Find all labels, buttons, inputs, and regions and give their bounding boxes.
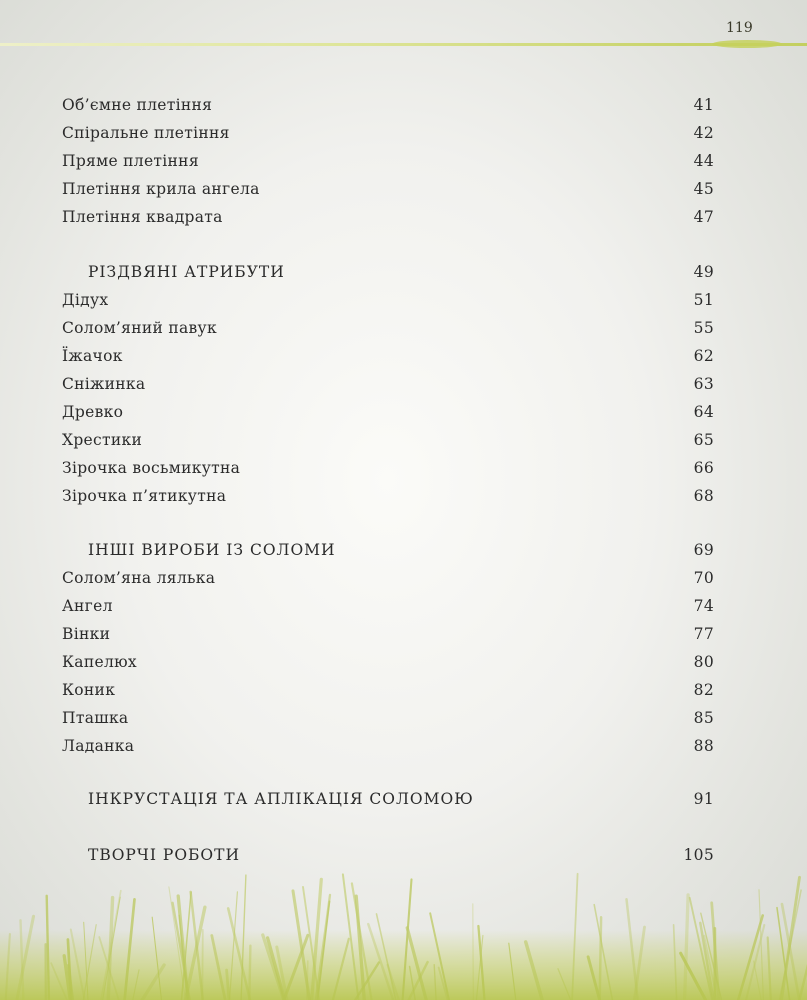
toc-entry-title: Солом’яна лялька <box>62 569 216 587</box>
toc-section-title: ТВОРЧІ РОБОТИ <box>88 846 240 864</box>
section-spacer <box>62 511 714 537</box>
toc-entry[interactable] <box>62 399 714 427</box>
toc-entry[interactable] <box>62 427 714 455</box>
toc-entry-page: 88 <box>693 737 714 755</box>
toc-section-christmas[interactable] <box>62 259 714 287</box>
toc-entry-page: 44 <box>693 152 714 170</box>
grass-decoration <box>0 860 807 1000</box>
toc-entry-title: Дідух <box>62 291 109 309</box>
toc-entry-title: Ладанка <box>62 737 135 755</box>
toc-entry[interactable] <box>62 204 714 232</box>
toc-entry-page: 55 <box>693 319 714 337</box>
toc-entry[interactable] <box>62 315 714 343</box>
toc-entry[interactable] <box>62 593 714 621</box>
toc-section-page: 105 <box>683 846 714 864</box>
section-spacer <box>62 761 714 786</box>
toc-section-other-straw[interactable] <box>62 537 714 565</box>
section-spacer <box>62 232 714 259</box>
toc-section-inlay[interactable] <box>62 786 714 814</box>
toc-entry-title: Зірочка восьмикутна <box>62 459 241 477</box>
toc-entry[interactable] <box>62 92 714 120</box>
toc-entry-page: 77 <box>693 625 714 643</box>
page-number: 119 <box>726 20 753 36</box>
toc-entry-title: Капелюх <box>62 653 137 671</box>
section-spacer <box>62 814 714 842</box>
toc-entry-title: Плетіння квадрата <box>62 208 223 226</box>
toc-entry-title: Ангел <box>62 597 113 615</box>
page-number-box <box>720 14 807 46</box>
toc-entry-page: 64 <box>693 403 714 421</box>
toc-entry[interactable] <box>62 565 714 593</box>
toc-entry[interactable] <box>62 649 714 677</box>
toc-entry-title: Їжачок <box>62 347 123 365</box>
toc-section-title: РІЗДВЯНІ АТРИБУТИ <box>88 263 285 281</box>
toc-entry-page: 85 <box>693 709 714 727</box>
toc-entry-page: 65 <box>693 431 714 449</box>
toc-entry[interactable] <box>62 455 714 483</box>
toc-entry-title: Сніжинка <box>62 375 146 393</box>
toc-entry-title: Пряме плетіння <box>62 152 199 170</box>
toc-entry[interactable] <box>62 287 714 315</box>
toc-entry-page: 51 <box>693 291 714 309</box>
toc-entry-title: Зірочка п’ятикутна <box>62 487 227 505</box>
header-rule <box>0 43 807 46</box>
toc-entry[interactable] <box>62 371 714 399</box>
toc-entry-page: 62 <box>693 347 714 365</box>
toc-entry-page: 70 <box>693 569 714 587</box>
toc-entry-page: 82 <box>693 681 714 699</box>
toc-entry-page: 68 <box>693 487 714 505</box>
toc-entry[interactable] <box>62 120 714 148</box>
toc-entry[interactable] <box>62 705 714 733</box>
toc-section-page: 69 <box>693 541 714 559</box>
toc-entry-page: 45 <box>693 180 714 198</box>
toc-entry[interactable] <box>62 148 714 176</box>
toc-entry[interactable] <box>62 483 714 511</box>
toc-entry[interactable] <box>62 621 714 649</box>
toc-entry-title: Солом’яний павук <box>62 319 217 337</box>
toc-entry[interactable] <box>62 176 714 204</box>
toc-section-title: ІНКРУСТАЦІЯ ТА АПЛІКАЦІЯ СОЛОМОЮ <box>88 790 474 808</box>
toc-entry-page: 63 <box>693 375 714 393</box>
toc-entry-page: 47 <box>693 208 714 226</box>
toc-entry-title: Пташка <box>62 709 129 727</box>
toc-entry-title: Вінки <box>62 625 111 643</box>
toc-entry-title: Плетіння крила ангела <box>62 180 260 198</box>
toc-entry[interactable] <box>62 677 714 705</box>
table-of-contents <box>62 92 714 870</box>
toc-entry-title: Спіральне плетіння <box>62 124 230 142</box>
toc-entry-page: 66 <box>693 459 714 477</box>
toc-entry-title: Хрестики <box>62 431 143 449</box>
toc-entry-page: 80 <box>693 653 714 671</box>
toc-entry-page: 42 <box>693 124 714 142</box>
toc-entry-title: Коник <box>62 681 116 699</box>
toc-entry[interactable] <box>62 733 714 761</box>
toc-section-page: 49 <box>693 263 714 281</box>
toc-section-title: ІНШІ ВИРОБИ ІЗ СОЛОМИ <box>88 541 336 559</box>
toc-entry[interactable] <box>62 343 714 371</box>
toc-entry-title: Об’ємне плетіння <box>62 96 213 114</box>
toc-entry-page: 41 <box>693 96 714 114</box>
toc-section-page: 91 <box>693 790 714 808</box>
toc-entry-title: Древко <box>62 403 124 421</box>
toc-entry-page: 74 <box>693 597 714 615</box>
